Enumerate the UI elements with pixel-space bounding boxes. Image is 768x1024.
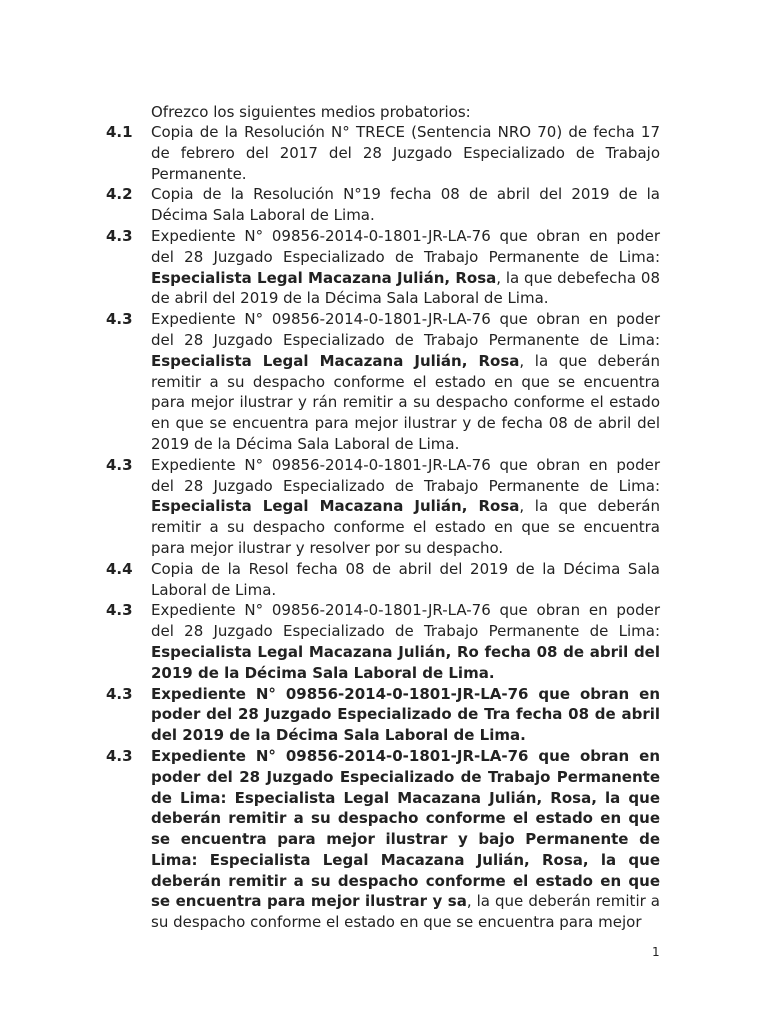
evidence-item-7: [0, 600, 768, 683]
evidence-item-2: [0, 184, 768, 226]
evidence-item-4: [0, 309, 768, 455]
evidence-item-9: [0, 746, 768, 933]
item-text: Expediente N° 09856-2014-0-1801-JR-LA-76 que obran en poder del 28 Juzgado Especializado de Trabajo Permanente de Lima: Especialista Legal Macazana Julián, Rosa, la que debefecha 08 de abril del 2019 de la Décima Sala Laboral de Lima.: [151, 226, 660, 308]
item-number: 4.4: [106, 559, 133, 578]
item-number: 4.3: [106, 684, 133, 703]
evidence-item-5: [0, 455, 768, 559]
evidence-item-8: [0, 684, 768, 746]
item-text: Expediente N° 09856-2014-0-1801-JR-LA-76 que obran en poder del 28 Juzgado Especializado de Trabajo Permanente de Lima: Especialista Legal Macazana Julián, Rosa, la que deberán remitir a su despacho conforme el estado en que se encuentra para mejor ilustrar y bajo Permanente de Lima: Especialista Legal Macazana Julián, Rosa, la que deberán remitir a su despacho conforme el estado en que se encuentra para mejor ilustrar y sa, la que deberán remitir a su despacho conforme el estado en que se encuentra para mejor: [151, 746, 660, 932]
item-text: Copia de la Resol fecha 08 de abril del 2019 de la Décima Sala Laboral de Lima.: [151, 559, 660, 599]
evidence-item-1: [0, 122, 768, 184]
item-text: Expediente N° 09856-2014-0-1801-JR-LA-76 que obran en poder del 28 Juzgado Especializado de Trabajo Permanente de Lima: Especialista Legal Macazana Julián, Ro fecha 08 de abril del 2019 de la Décima Sala Laboral de Lima.: [151, 601, 660, 682]
item-number: 4.3: [106, 226, 133, 245]
item-number: 4.3: [106, 310, 133, 329]
item-number: 4.3: [106, 455, 133, 474]
item-number: 4.3: [106, 746, 133, 765]
evidence-list: [0, 122, 768, 933]
item-text: Copia de la Resolución N° TRECE (Sentencia NRO 70) de fecha 17 de febrero del 2017 del 28 Juzgado Especializado de Trabajo Permanente.: [151, 123, 660, 183]
evidence-item-6: [0, 559, 768, 601]
evidence-item-3: [0, 226, 768, 309]
page-number: 1: [652, 945, 660, 959]
intro-line: Ofrezco los siguientes medios probatorios:: [151, 103, 471, 121]
item-text: Copia de la Resolución N°19 fecha 08 de abril del 2019 de la Décima Sala Laboral de Lima.: [151, 185, 660, 225]
item-number: 4.2: [106, 185, 133, 204]
item-number: 4.1: [106, 123, 133, 141]
item-text: Expediente N° 09856-2014-0-1801-JR-LA-76 que obran en poder del 28 Juzgado Especializado de Trabajo Permanente de Lima: Especialista Legal Macazana Julián, Rosa, la que deberán remitir a su despacho conforme el estado en que se encuentra para mejor ilustrar y resolver por su despacho.: [151, 455, 660, 557]
item-text: Expediente N° 09856-2014-0-1801-JR-LA-76 que obran en poder del 28 Juzgado Especializado de Trabajo Permanente de Lima: Especialista Legal Macazana Julián, Rosa, la que deberán remitir a su despacho conforme el estado en que se encuentra para mejor ilustrar y rán remitir a su despacho conforme el estado en que se encuentra para mejor ilustrar y de fecha 08 de abril del 2019 de la Décima Sala Laboral de Lima.: [151, 310, 660, 453]
item-number: 4.3: [106, 601, 133, 620]
item-text: Expediente N° 09856-2014-0-1801-JR-LA-76 que obran en poder del 28 Juzgado Especializado de Tra fecha 08 de abril del 2019 de la Décima Sala Laboral de Lima.: [151, 684, 660, 745]
